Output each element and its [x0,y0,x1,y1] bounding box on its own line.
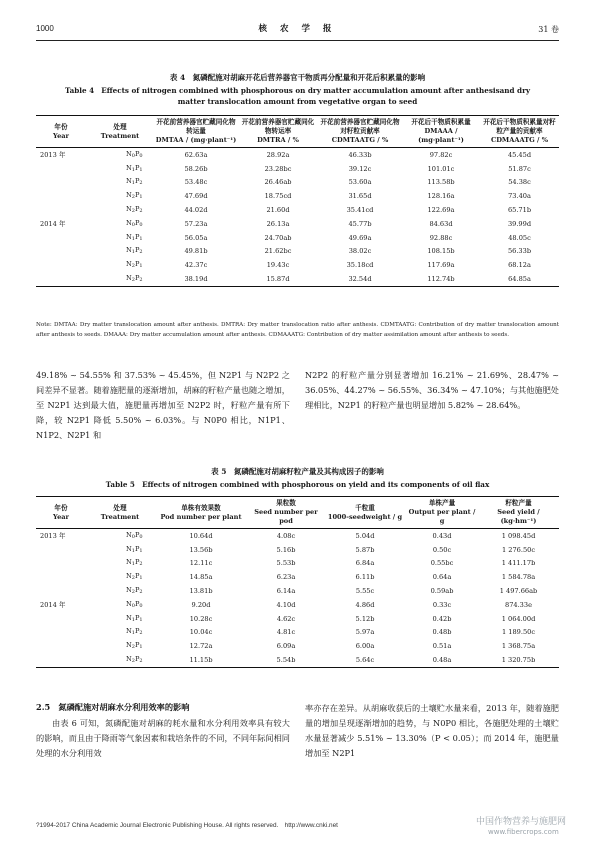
table4-header-0: 年份 Year [36,116,86,148]
value-cell: 35.18cd [346,261,374,270]
year-cell [36,543,86,557]
value-cell: 56.33b [507,247,532,256]
treatment-cell: $N_1P_2$ [126,558,143,568]
value-cell: 51.87c [508,164,531,173]
table5-header-row [36,497,559,529]
value-cell: 0.42b [432,614,452,623]
table4-header-3: 开花前营养器官贮藏同化物转运率 DMTRA / % [238,116,318,148]
table-row [36,557,559,571]
table-row [36,258,559,272]
table-row [36,231,559,245]
section-text-right: 率亦存在差异。从胡麻收获后的土壤贮水量来看，2013 年，随着施肥量的增加呈现逐渐增加的趋势，与 N0P0 相比，各施肥处理的土壤贮水量显著减少 5.51% ~ 13.30%（P < 0.05）；而 2014 年，施肥量增加至 N2P1 [305,703,559,758]
value-cell: 1 320.75b [478,653,559,667]
value-cell: 5.04d [355,531,375,540]
value-cell: 44.02d [184,206,208,215]
treatment-cell: $N_2P_1$ [126,572,143,582]
treatment-cell: $N_1P_2$ [126,177,143,187]
table-row [36,217,559,231]
treatment-cell: $N_2P_1$ [126,641,143,651]
value-cell: 6.14a [276,587,296,596]
year-cell: 2014 年 [40,600,66,609]
year-cell [36,162,86,176]
mid-text-left: 49.18% ~ 54.55% 和 37.53% ~ 45.45%，但 N2P1 与 N2P2 之间差异不显著。随着施肥量的逐渐增加，胡麻的籽粒产量也随之增加，至 N2P1 达到最大值，施肥量再增加至 N2P2 时，籽粒产量有所下降，较 N2P1 降低 5.50% ~ 6.03%。与 N0P0 相比，N1P1、N1P2、N2P1 和 [36,370,290,440]
value-cell: 45.77b [348,219,372,228]
value-cell: 18.75cd [264,192,292,201]
year-cell [36,189,86,203]
table-row [36,653,559,667]
table-row [36,189,559,203]
value-cell: 26.13a [266,219,290,228]
value-cell: 0.59ab [430,587,454,596]
value-cell: 64.85a [480,272,559,286]
value-cell: 26.46ab [264,178,292,187]
year-cell [36,176,86,190]
value-cell: 6.09a [276,642,296,651]
value-cell: 97.82c [429,150,453,159]
value-cell: 1 064.00d [501,614,536,623]
table4-header-1: 处理 Treatment [86,116,154,148]
value-cell: 4.08c [276,531,296,540]
table-row [36,598,559,612]
table5-header-2: 单株有效果数 Pod number per plant [154,497,248,529]
year-cell [36,570,86,584]
table-row [36,203,559,217]
table4-caption-en-2: matter translocation amount from vegetative organ to seed [177,97,418,106]
volume: 31 卷 [538,25,559,34]
value-cell: 15.87d [238,272,318,286]
value-cell: 101.01c [427,164,455,173]
table-row [36,639,559,653]
value-cell: 56.05a [184,233,208,242]
table4-header-row [36,116,559,148]
value-cell: 122.69a [427,206,455,215]
value-cell: 5.55c [355,587,375,596]
treatment-cell: $N_2P_1$ [126,260,143,270]
value-cell: 1 098.45d [501,531,536,540]
table-row [36,148,559,162]
table-row [36,612,559,626]
table4-header-2: 开花前营养器官贮藏同化物转运量 DMTAA / (mg·plant⁻¹) [154,116,238,148]
value-cell: 0.48a [406,653,478,667]
year-cell: 2014 年 [40,219,66,228]
value-cell: 35.41cd [346,206,374,215]
value-cell: 4.86d [355,600,375,609]
table5-header-6: 籽粒产量 Seed yield / (kg·hm⁻¹) [478,497,559,529]
watermark-url: www.fibercrops.com [488,828,559,836]
value-cell: 5.87b [355,545,375,554]
value-cell: 73.40a [508,192,531,201]
value-cell: 42.37c [184,261,208,270]
value-cell: 108.15b [427,247,455,256]
value-cell: 6.84a [355,559,375,568]
value-cell: 128.16a [427,192,455,201]
value-cell: 5.97a [355,628,375,637]
year-cell [36,584,86,598]
table5-caption-en: Table 5 Effects of nitrogen combined with phosphorous on yield and its components of oil flax [105,480,490,489]
table-row [36,584,559,598]
table4-header-6: 开花后干物质积累量对籽粒产量的贡献率 CDMAAATG / % [480,116,559,148]
mid-text-right: N2P2 的籽粒产量分别显著增加 16.21% ~ 21.69%、28.47% ~ 36.05%、44.27% ~ 56.55%、36.34% ~ 47.10%；与其他施肥处理相比，N2P1 的籽粒产量也明显增加 5.82% ~ 28.64%。 [305,370,559,410]
value-cell: 9.20d [191,600,211,609]
value-cell: 68.12a [508,261,531,270]
value-cell: 5.53b [276,559,296,568]
year-cell [36,231,86,245]
value-cell: 5.12b [355,614,375,623]
value-cell: 117.69a [427,261,455,270]
value-cell: 28.92a [266,150,290,159]
value-cell: 46.33b [348,150,372,159]
table4-caption-cn: 表 4 氮磷配施对胡麻开花后营养器官干物质再分配量和开花后积累量的影响 [169,73,426,82]
value-cell: 1 584.78a [501,573,536,582]
value-cell: 5.16b [276,545,296,554]
value-cell: 53.60a [348,178,372,187]
value-cell: 0.33c [432,600,452,609]
value-cell: 0.50c [432,545,452,554]
treatment-cell: $N_1P_1$ [126,544,143,554]
treatment-cell: $N_0P_0$ [126,530,143,540]
value-cell: 24.70ab [264,233,292,242]
treatment-cell: $N_2P_2$ [126,586,143,596]
value-cell: 53.48c [184,178,208,187]
value-cell: 38.19d [154,272,238,286]
value-cell: 12.72a [189,642,213,651]
table5-header-4: 千粒重 1000-seedweight / g [324,497,406,529]
table4 [36,115,559,287]
table4-header-5: 开花后干物质积累量 DMAAA / (mg·plant⁻¹) [402,116,480,148]
section-text-left: 由表 6 可知，氮磷配施对胡麻的耗水量和水分利用效率具有较大的影响，而且由于降雨等气象因素和栽培条件的不同，不同年际间相同处理的水分利用效 [36,718,290,758]
journal-title: 核 农 学 报 [258,24,337,34]
value-cell: 0.43d [432,531,452,540]
year-cell: 2013 年 [40,150,66,159]
table5-header-5: 单株产量 Output per plant / g [406,497,478,529]
value-cell: 6.23a [276,573,296,582]
value-cell: 21.60d [266,206,290,215]
year-cell [36,203,86,217]
table5-header-1: 处理 Treatment [86,497,154,529]
value-cell: 54.38c [508,178,531,187]
value-cell: 38.02c [348,247,372,256]
value-cell: 1 368.75a [501,642,536,651]
value-cell: 874.33e [505,600,532,609]
value-cell: 58.26b [184,164,208,173]
year-cell [36,258,86,272]
treatment-cell: $N_1P_1$ [126,613,143,623]
value-cell: 0.51a [432,642,452,651]
value-cell: 5.64c [324,653,406,667]
table-row [36,529,559,543]
page-header [36,22,559,38]
value-cell: 11.15b [154,653,248,667]
value-cell: 21.62bc [264,247,292,256]
value-cell: 1 189.50c [501,628,536,637]
watermark-text: 中国作物营养与施肥网 [476,817,567,827]
value-cell: 0.48b [432,628,452,637]
treatment-cell: $N_1P_1$ [126,232,143,242]
value-cell: 49.69a [348,233,372,242]
table5 [36,496,559,668]
value-cell: 92.88c [429,233,453,242]
value-cell: 23.28bc [264,164,292,173]
value-cell: 45.45d [507,150,532,159]
treatment-cell: $N_0P_0$ [126,218,143,228]
value-cell: 0.55bc [430,559,454,568]
value-cell: 39.12c [348,164,372,173]
value-cell: 48.05c [508,233,531,242]
year-cell [36,612,86,626]
value-cell: 1 497.66ab [499,587,538,596]
year-cell [36,557,86,571]
value-cell: 12.11c [189,559,213,568]
page-number: 1000 [36,24,54,33]
value-cell: 4.10d [276,600,296,609]
treatment-cell: $N_0P_0$ [126,599,143,609]
year-cell [36,653,86,667]
year-cell [36,245,86,259]
value-cell: 1 276.50c [501,545,536,554]
table4-body [36,148,559,287]
value-cell: 39.99d [507,219,532,228]
treatment-cell: $N_2P_2$ [126,205,143,215]
value-cell: 31.65d [348,192,372,201]
value-cell: 32.54d [318,272,402,286]
header-rule [36,40,559,41]
year-cell: 2013 年 [40,531,66,540]
table-row [36,162,559,176]
table4-caption-en-1: Table 4 Effects of nitrogen combined with phosphorous on dry matter accumulation amount after anthesisand dry [64,86,531,95]
year-cell [36,272,86,286]
table-row [36,176,559,190]
table4-header-4: 开花前营养器官贮藏同化物对籽粒贡献率 CDMTAATG / % [318,116,402,148]
value-cell: 113.58b [427,178,455,187]
value-cell: 112.74b [402,272,480,286]
value-cell: 65.71b [507,206,532,215]
value-cell: 6.11b [355,573,375,582]
value-cell: 62.63a [184,150,208,159]
year-cell [36,639,86,653]
value-cell: 84.63d [429,219,453,228]
value-cell: 13.56b [189,545,213,554]
treatment-cell: $N_2P_1$ [126,191,143,201]
treatment-cell: $N_2P_2$ [86,653,154,667]
value-cell: 6.00a [355,642,375,651]
value-cell: 57.23a [184,219,208,228]
treatment-cell: $N_2P_2$ [86,272,154,286]
table5-body [36,529,559,668]
table-row [36,626,559,640]
value-cell: 14.85a [189,573,213,582]
treatment-cell: $N_1P_2$ [126,627,143,637]
table-row [36,272,559,286]
treatment-cell: $N_1P_1$ [126,163,143,173]
table5-header-3: 果粒数 Seed number per pod [248,497,324,529]
table-row [36,543,559,557]
value-cell: 19.43c [266,261,290,270]
treatment-cell: $N_0P_0$ [126,149,143,159]
section-heading: 2.5 氮磷配施对胡麻水分利用效率的影响 [36,702,190,712]
value-cell: 13.81b [189,587,213,596]
value-cell: 0.64a [432,573,452,582]
value-cell: 10.04c [189,628,213,637]
value-cell: 49.81b [184,247,208,256]
treatment-cell: $N_1P_2$ [126,246,143,256]
table4-note: Note: DMTAA: Dry matter translocation amount after anthesis. DMTRA: Dry matter translocation ratio after anthesis. CDMTAATG: Contribution of dry matter translocation amount after anthesis to seeds. DMAAA: Dry matter accumulation amount after anthesis. CDMAAATG: Contribution of dry matter assimilation amount after anthesis to seeds. [36,322,559,338]
value-cell: 5.54b [248,653,324,667]
year-cell [36,626,86,640]
value-cell: 10.64d [189,531,213,540]
copyright-footer: ?1994-2017 China Academic Journal Electronic Publishing House. All rights reserved. http://www.cnki.net [36,822,338,829]
value-cell: 4.62c [276,614,296,623]
value-cell: 4.81c [276,628,296,637]
table5-caption-cn: 表 5 氮磷配施对胡麻籽粒产量及其构成因子的影响 [211,467,384,476]
value-cell: 47.69d [184,192,208,201]
value-cell: 10.28c [189,614,213,623]
table-row [36,570,559,584]
table5-header-0: 年份 Year [36,497,86,529]
table-row [36,245,559,259]
value-cell: 1 411.17b [501,559,536,568]
